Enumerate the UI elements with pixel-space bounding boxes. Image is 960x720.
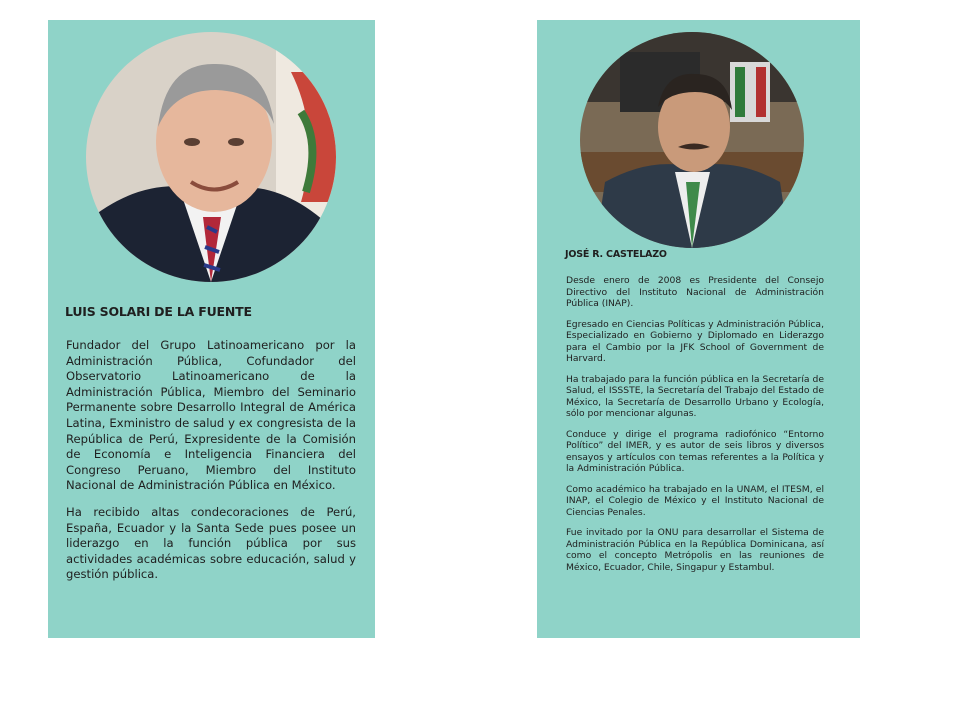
bio-paragraph: Como académico ha trabajado en la UNAM, el ITESM, el INAP, el Colegio de México y el Instituto Nacional de Ciencias Penales. [566, 483, 824, 518]
bio-paragraph: Fue invitado por la ONU para desarrollar el Sistema de Administración Pública en la República Dominicana, así como el concepto Metrópolis en las reuniones de México, Ecuador, Chile, Singapur y Estambul. [566, 527, 824, 573]
person-name: LUIS SOLARI DE LA FUENTE [65, 304, 252, 319]
bio-text [66, 338, 356, 594]
portrait-photo-image [86, 32, 336, 282]
person-name: JOSÉ R. CASTELAZO [565, 249, 667, 260]
bio-card-luis-solari [48, 20, 375, 638]
bio-paragraph: Egresado en Ciencias Políticas y Administración Pública, Especializado en Gobierno y Diplomado en Liderazgo para el Cambio por la JFK School of Government de Harvard. [566, 318, 824, 364]
portrait-photo-image [580, 32, 804, 248]
bio-card-jose-castelazo [537, 20, 860, 638]
bio-paragraph: Desde enero de 2008 es Presidente del Consejo Directivo del Instituto Nacional de Administración Pública (INAP). [566, 275, 824, 309]
bio-paragraph: Ha recibido altas condecoraciones de Perú, España, Ecuador y la Santa Sede pues posee un liderazgo en la función pública por sus actividades académicas sobre educación, salud y gestión pública. [66, 504, 356, 582]
bio-paragraph: Fundador del Grupo Latinoamericano por la Administración Pública, Cofundador del Observatorio Latinoamericano de la Administración Pública, Miembro del Seminario Permanente sobre Desarrollo Integral de América Latina, Exministro de salud y ex congresista de la República de Perú, Expresidente de la Comisión de Economía e Inteligencia Financiera del Congreso Peruano, Miembro del Instituto Nacional de Administración Pública en México. [66, 338, 356, 493]
bio-paragraph: Conduce y dirige el programa radiofónico “Entorno Político” del IMER, y es autor de seis libros y diversos ensayos y artículos con temas referentes a la Política y la Administración Pública. [566, 428, 824, 474]
portrait-photo [86, 32, 336, 282]
bio-paragraph: Ha trabajado para la función pública en la Secretaría de Salud, el ISSSTE, la Secretaría del Trabajo del Estado de México, la Secretaría de Desarrollo Urbano y Ecología, sólo por mencionar algunas. [566, 373, 824, 419]
bio-text [566, 275, 824, 582]
portrait-photo [580, 32, 804, 248]
